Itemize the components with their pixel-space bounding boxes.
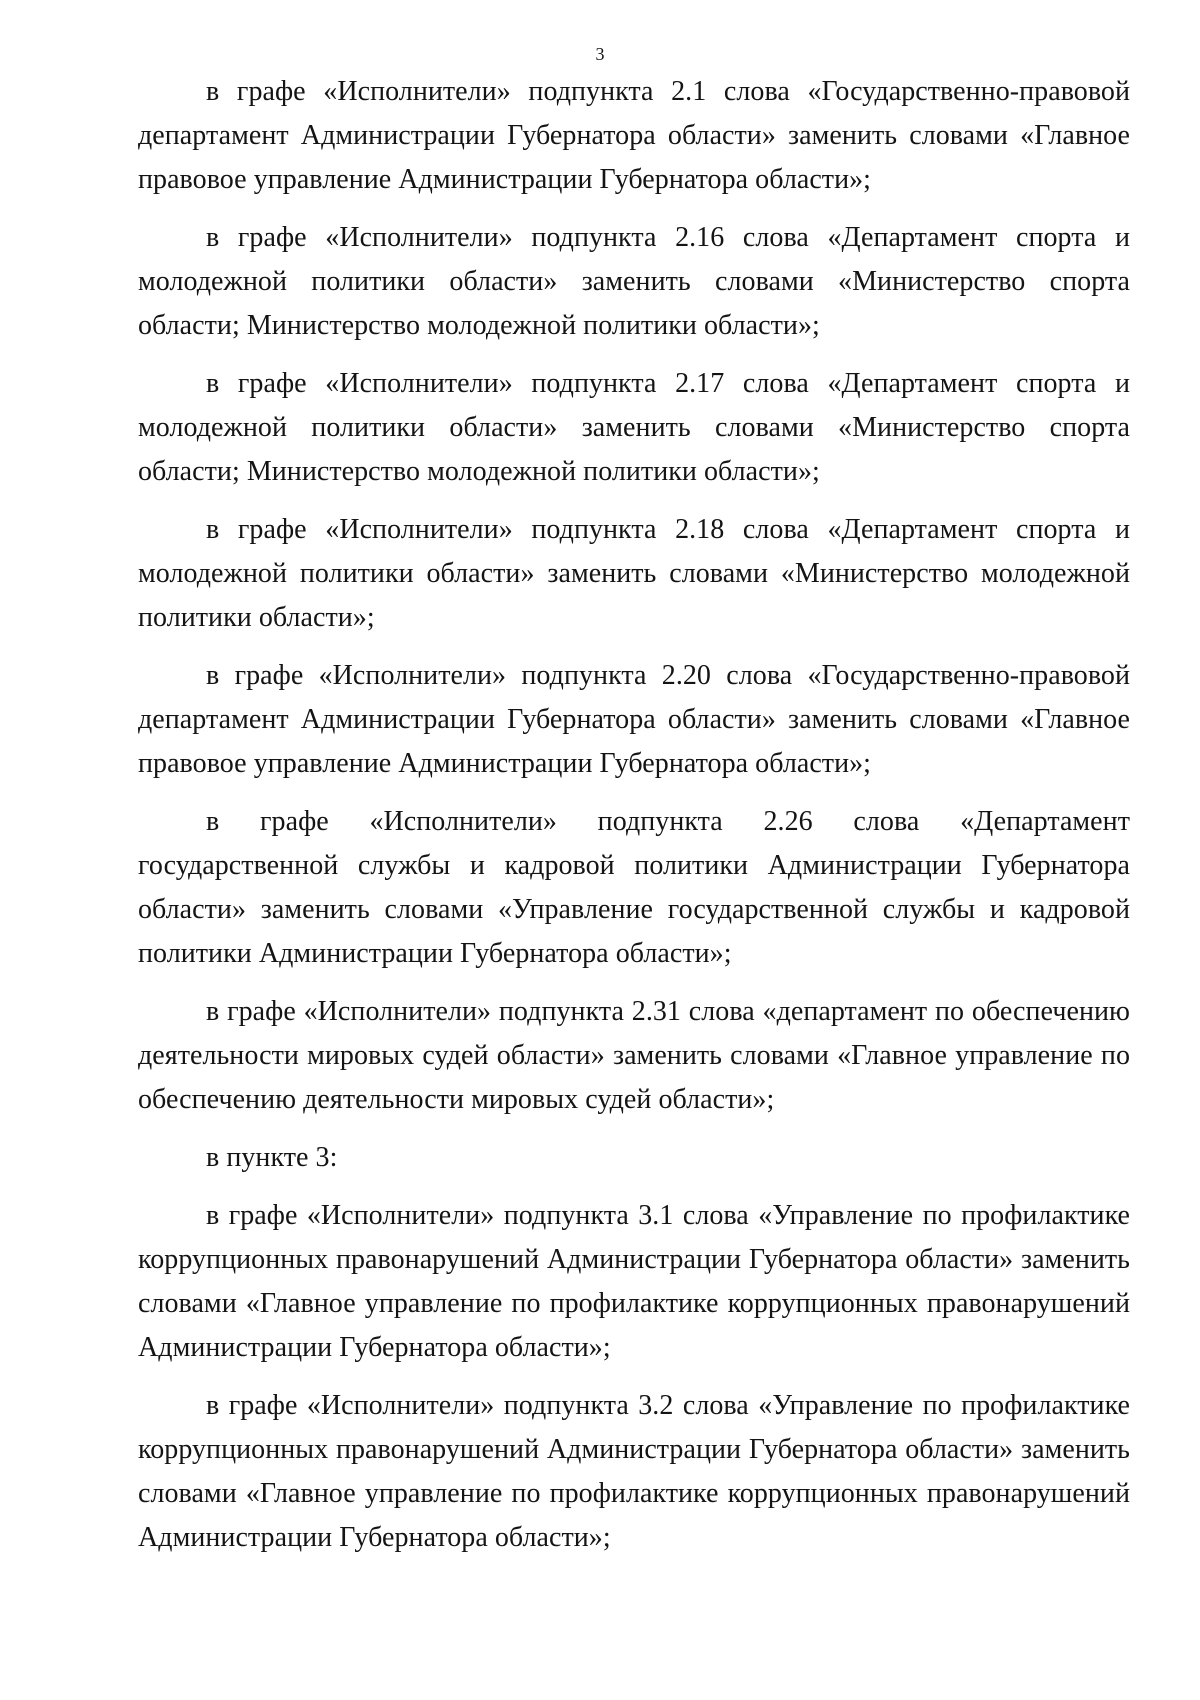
paragraph-subpoint-2-16: в графе «Исполнители» подпункта 2.16 слова «Департамент спорта и молодежной политики области» заменить словами «Министерство спорта области; Министерство молодежной политики области»; [138, 222, 1130, 341]
paragraph-subpoint-2-1: в графе «Исполнители» подпункта 2.1 слова «Государственно-правовой департамент Администрации Губернатора области» заменить словами «Главное правовое управление Администрации Губернатора области»; [138, 76, 1130, 195]
paragraph-subpoint-2-26: в графе «Исполнители» подпункта 2.26 слова «Департамент государственной службы и кадровой политики Администрации Губернатора области» заменить словами «Управление государственной службы и кадровой политики Администрации Губернатора области»; [138, 806, 1130, 969]
paragraph-subpoint-2-31: в графе «Исполнители» подпункта 2.31 слова «департамент по обеспечению деятельности мировых судей области» заменить словами «Главное управление по обеспечению деятельности мировых судей области»; [138, 996, 1130, 1115]
paragraph-subpoint-3-2: в графе «Исполнители» подпункта 3.2 слова «Управление по профилактике коррупционных правонарушений Администрации Губернатора области» заменить словами «Главное управление по профилактике коррупционных правонарушений Администрации Губернатора области»; [138, 1390, 1130, 1553]
paragraph-subpoint-2-17: в графе «Исполнители» подпункта 2.17 слова «Департамент спорта и молодежной политики области» заменить словами «Министерство спорта области; Министерство молодежной политики области»; [138, 368, 1130, 487]
paragraph-subpoint-2-20: в графе «Исполнители» подпункта 2.20 слова «Государственно-правовой департамент Администрации Губернатора области» заменить словами «Главное правовое управление Администрации Губернатора области»; [138, 660, 1130, 779]
document-body [138, 70, 1130, 1574]
paragraph-subpoint-3-1: в графе «Исполнители» подпункта 3.1 слова «Управление по профилактике коррупционных правонарушений Администрации Губернатора области» заменить словами «Главное управление по профилактике коррупционных правонарушений Администрации Губернатора области»; [138, 1200, 1130, 1363]
paragraph-subpoint-2-18: в графе «Исполнители» подпункта 2.18 слова «Департамент спорта и молодежной политики области» заменить словами «Министерство молодежной политики области»; [138, 514, 1130, 633]
page-number: 3 [595, 44, 605, 64]
paragraph-point-3-heading: в пункте 3: [206, 1142, 338, 1173]
